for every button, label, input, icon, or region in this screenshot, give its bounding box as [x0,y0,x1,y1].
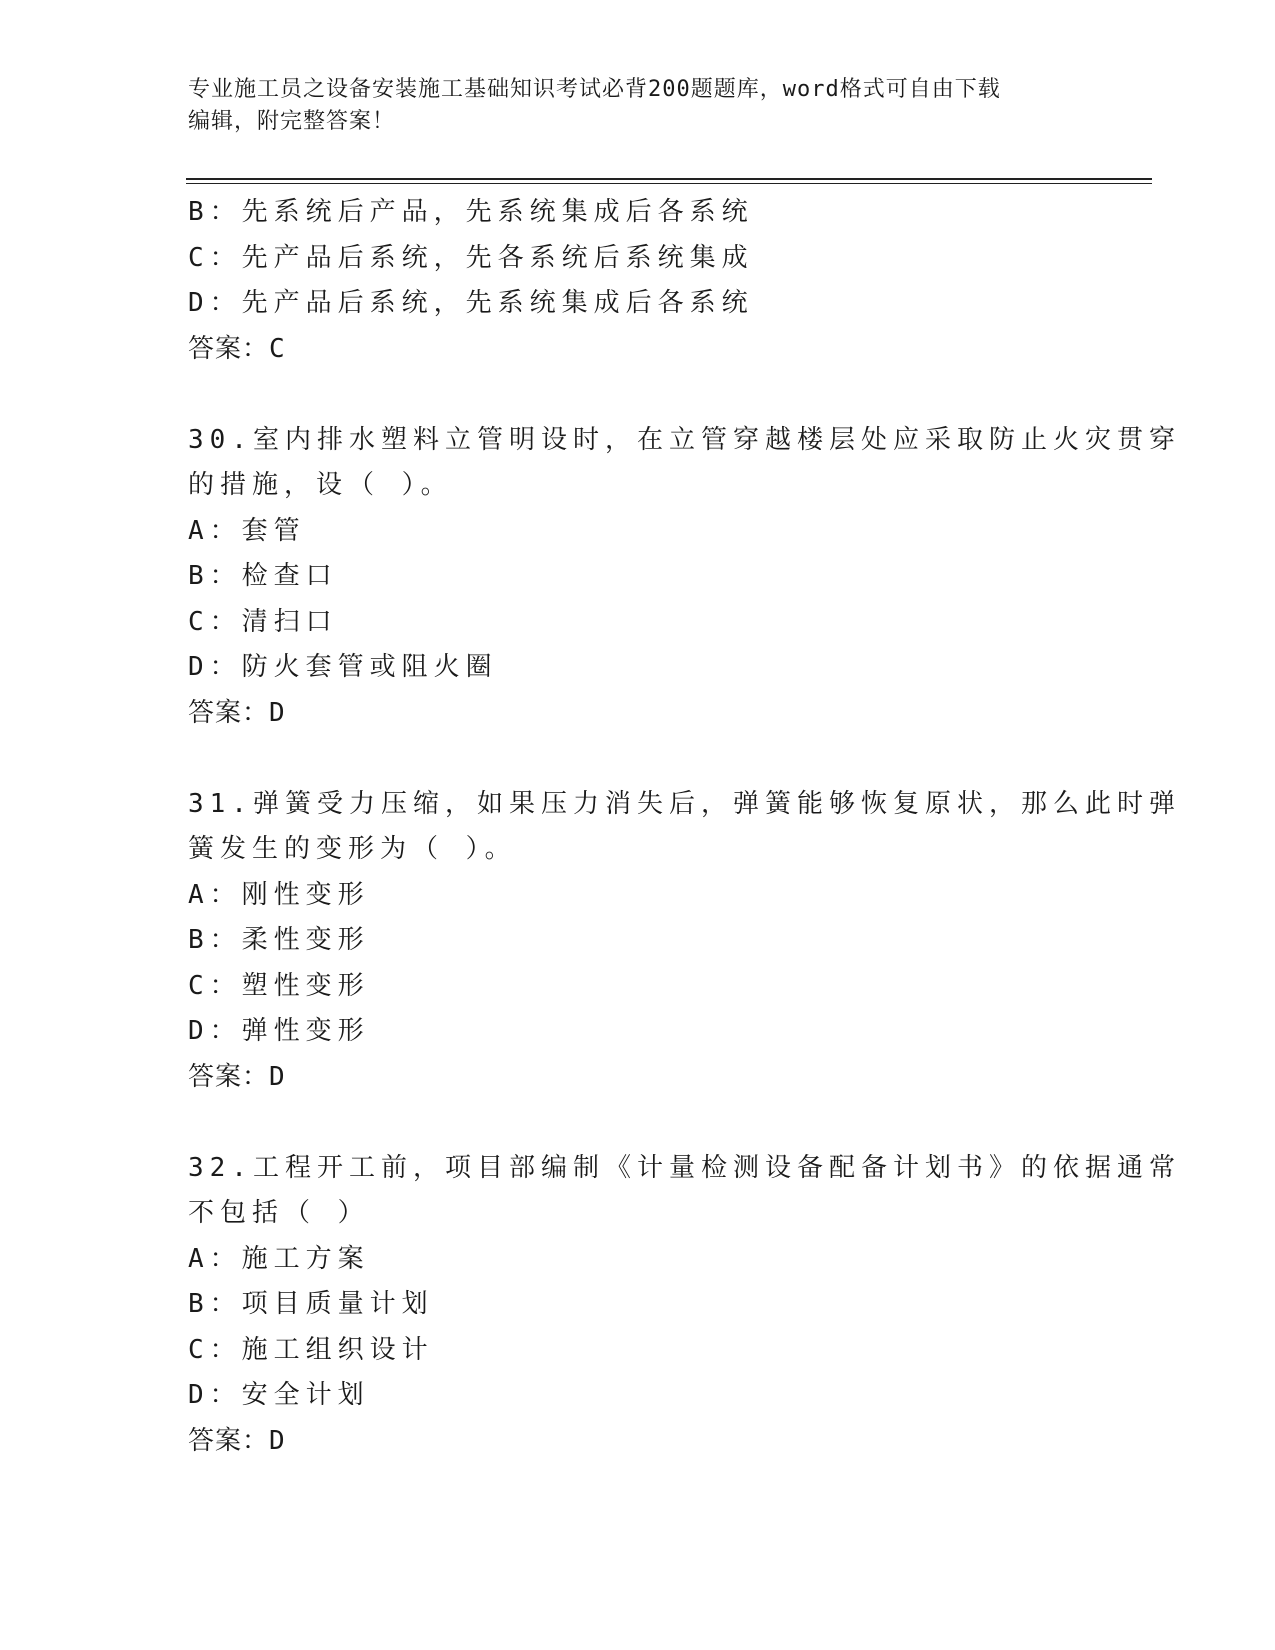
option-b: B：检查口 [188,561,338,591]
option-b: B：柔性变形 [188,925,370,955]
option-c: C：清扫口 [188,606,338,637]
header-divider-thin [186,183,1152,184]
header-divider-thick [186,178,1152,180]
spacer [188,1100,1088,1146]
spacer [188,372,1088,418]
question-30 [188,418,1181,737]
question-stem-line-1: 31.弹簧受力压缩，如果压力消失后，弹簧能够恢复原状，那么此时弹 [188,788,1181,819]
answer: 答案：D [188,697,286,728]
option-a: A：套管 [188,515,306,546]
option-c: C：施工组织设计 [188,1334,434,1365]
option-b: B：项目质量计划 [188,1289,434,1319]
question-stem-line-1: 32.工程开工前，项目部编制《计量检测设备配备计划书》的依据通常 [188,1152,1181,1183]
header-line-2: 编辑，附完整答案！ [188,109,396,134]
option-c: C：塑性变形 [188,970,370,1001]
spacer [188,736,1088,782]
question-stem-line-1: 30.室内排水塑料立管明设时，在立管穿越楼层处应采取防止火灾贯穿 [188,424,1181,455]
answer: 答案：D [188,1061,286,1092]
option-a: A：刚性变形 [188,879,370,910]
question-stem-line-2: 簧发生的变形为（ ）。 [188,834,517,864]
option-c: C：先产品后系统，先各系统后系统集成 [188,242,754,273]
question-31 [188,782,1181,1101]
option-d: D：防火套管或阻火圈 [188,652,498,682]
option-a: A：施工方案 [188,1243,370,1274]
option-b: B：先系统后产品，先系统集成后各系统 [188,197,754,227]
question-stem-line-2: 的措施，设（ ）。 [188,470,453,500]
question-32 [188,1146,1181,1465]
answer: 答案：D [188,1425,286,1456]
question-content [188,190,1181,1464]
question-stem-line-2: 不包括（ ） [188,1198,370,1228]
answer: 答案：C [188,333,286,364]
document-header [188,74,1088,138]
header-line-1: 专业施工员之设备安装施工基础知识考试必背200题题库，word格式可自由下载 [188,77,1001,102]
question-fragment [188,190,1088,372]
option-d: D：安全计划 [188,1380,370,1410]
option-d: D：先产品后系统，先系统集成后各系统 [188,288,754,318]
option-d: D：弹性变形 [188,1016,370,1046]
